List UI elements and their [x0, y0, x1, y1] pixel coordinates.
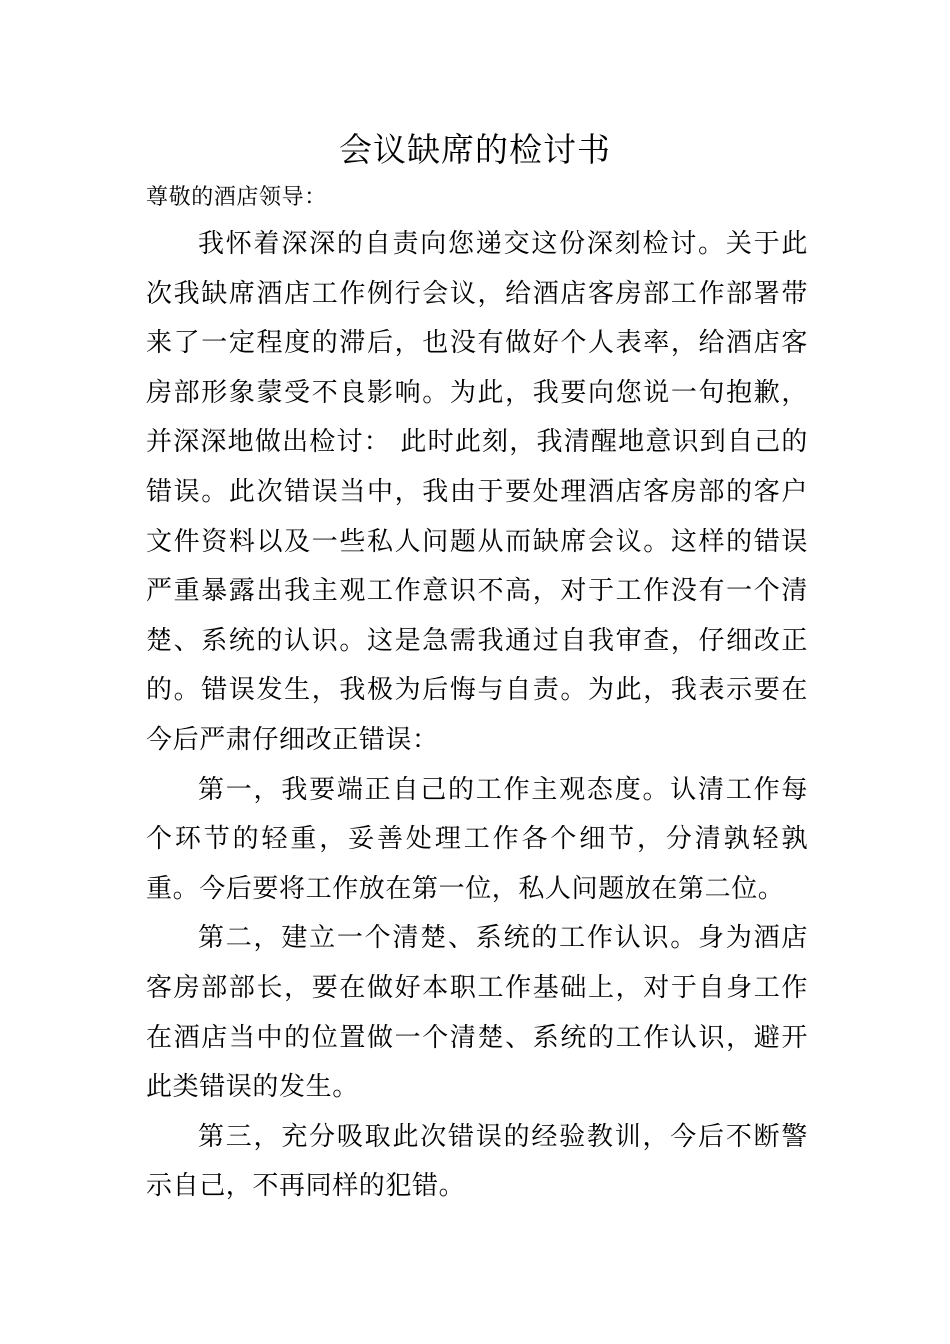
paragraph-point-three: 第三，充分吸取此次错误的经验教训，今后不断警示自己，不再同样的犯错。: [146, 1121, 808, 1202]
paragraph-point-one: 第一，我要端正自己的工作主观态度。认清工作每个环节的轻重，妥善处理工作各个细节，分清孰轻孰重。今后要将工作放在第一位，私人问题放在第二位。: [146, 774, 808, 904]
document-body: [146, 176, 808, 1212]
salutation: 尊敬的酒店领导：: [146, 185, 327, 210]
document-title: 会议缺席的检讨书: [339, 130, 611, 169]
paragraph-point-two: 第二，建立一个清楚、系统的工作认识。身为酒店客房部部长，要在做好本职工作基础上，对于自身工作在酒店当中的位置做一个清楚、系统的工作认识，避开此类错误的发生。: [146, 923, 808, 1103]
paragraph-intro: 我怀着深深的自责向您递交这份深刻检讨。关于此次我缺席酒店工作例行会议，给酒店客房部工作部署带来了一定程度的滞后，也没有做好个人表率，给酒店客房部形象蒙受不良影响。为此，我要向您说一句抱歉，并深深地做出检讨： 此时此刻，我清醒地意识到自己的错误。此次错误当中，我由于要处理酒店客房部的客户文件资料以及一些私人问题从而缺席会议。这样的错误严重暴露出我主观工作意识不高，对于工作没有一个清楚、系统的认识。这是急需我通过自我审查，仔细改正的。错误发生，我极为后悔与自责。为此，我表示要在今后严肃仔细改正错误：: [146, 229, 808, 755]
